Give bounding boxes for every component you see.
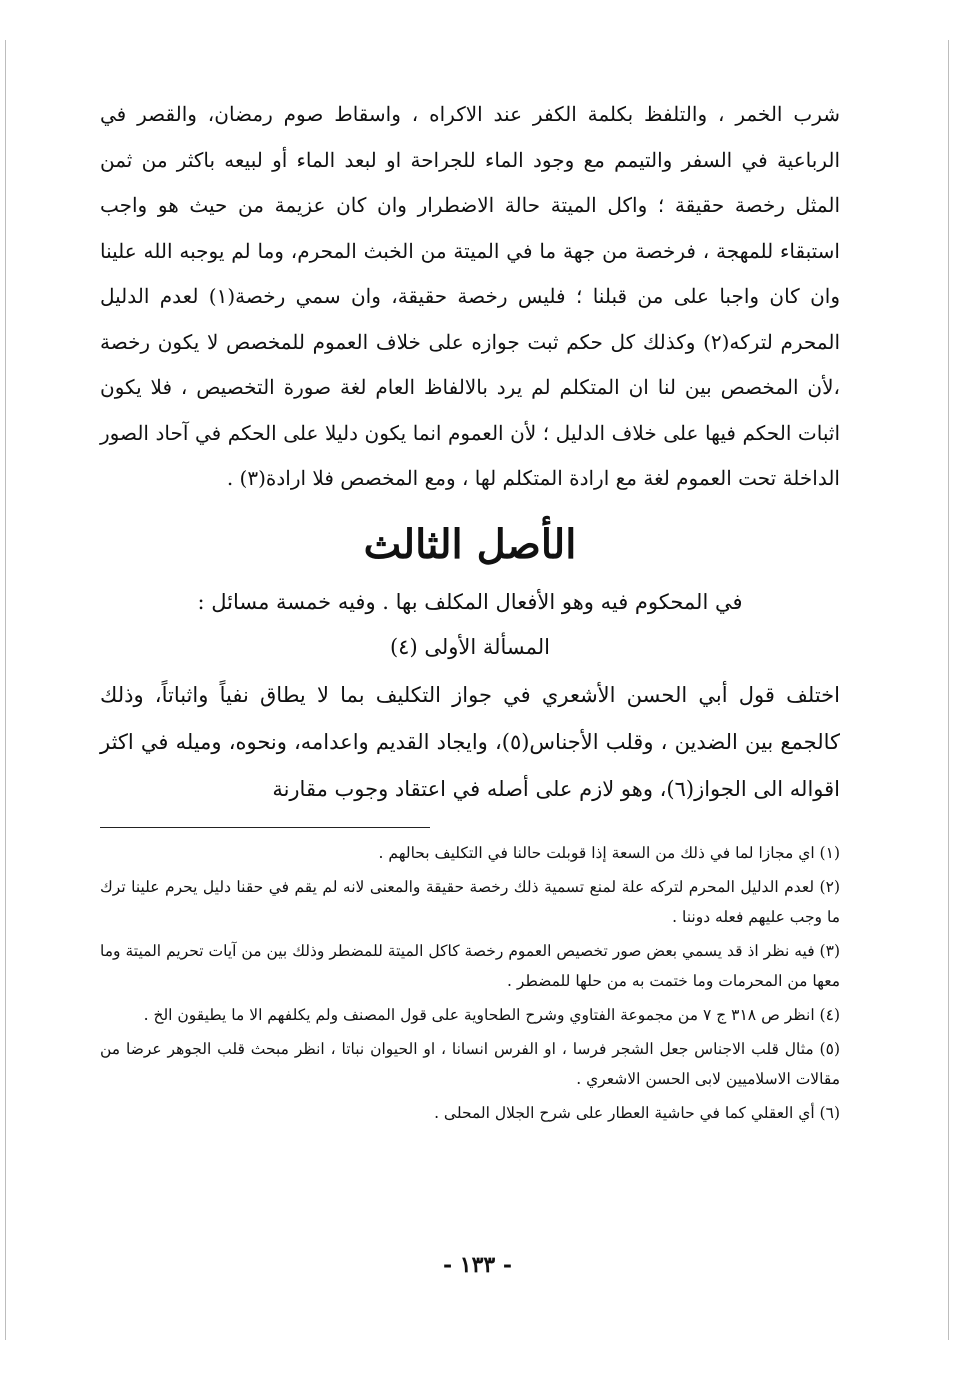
page-content [100, 92, 840, 1132]
footnote-4: (٤) انظر ص ٣١٨ ج ٧ من مجموعة الفتاوي وشرح الطحاوية على قول المصنف ولم يكلفهم الا ما يطيقون الخ . [143, 1005, 840, 1024]
body-paragraph-first: شرب الخمر ، والتلفظ بكلمة الكفر عند الاكراه ، واسقاط صوم رمضان، والقصر في الرباعية في السفر والتيمم مع وجود الماء للجراحة او لبعد الماء أو لبيعه باكثر من ثمن المثل رخصة حقيقة ؛ واكل الميتة حالة الاضطرار وان كان عزيمة من حيث هو واجب استبقاء للمهجة ، فرخصة من جهة ما في الميتة من الخبث المحرم، وما لم يوجبه الله علينا وان كان واجبا على من قبلنا ؛ فليس رخصة حقيقة، وان سمي رخصة(١) لعدم الدليل المحرم لتركه(٢) وكذلك كل حكم ثبت جوازه على خلاف العموم للمخصص لا يكون رخصة ،لأن المخصص بين لنا ان المتكلم لم يرد بالالفاظ العام لغة صورة التخصيص ، فلا يكون اثبات الحكم فيها على خلاف الدليل ؛ لأن العموم انما يكون دليلا على الحكم في آحاد الصور الداخلة تحت العموم لغة مع ارادة المتكلم لها ، ومع المخصص فلا ارادة(٣) . [100, 102, 840, 490]
body-paragraph-second: اختلف قول أبي الحسن الأشعري في جواز التكليف بما لا يطاق نفياً واثباتاً، وذلك كالجمع بين الضدين ، وقلب الأجناس(٥)، وايجاد القديم واعدامه، ونحوه، وميله في اكثر اقواله الى الجواز(٦)، وهو لازم على أصله في اعتقاد وجوب مقارنة [100, 682, 841, 801]
section-subheading: في المحكوم فيه وهو الأفعال المكلف بها . وفيه خمسة مسائل : [197, 589, 743, 614]
issue-title: المسألة الأولى (٤) [389, 634, 551, 659]
section-heading: الأصل الثالث [363, 520, 577, 568]
right-margin-line [948, 40, 949, 1340]
footnotes [100, 838, 840, 1128]
footnote-divider [100, 827, 430, 828]
footnote-2: (٢) لعدم الدليل المحرم لتركه علة لمنع تسمية ذلك رخصة حقيقة والمعنى لانه لم يقم في حقنا دليل يحرم علينا ترك ما وجب عليهم فعله دوننا . [100, 877, 840, 926]
footnote-5: (٥) مثال قلب الاجناس جعل الشجر فرسا ، او الفرس انسانا ، او الحيوان نباتا ، انظر مبحث قلب الجوهر عرضا من مقالات الاسلاميين لابى الحسن الاشعري . [100, 1039, 840, 1088]
footnote-6: (٦) أي العقلي كما في حاشية العطار على شرح الجلال المحلى . [434, 1103, 840, 1122]
footnote-1: (١) اي مجازا لما في ذلك من السعة إذا قوبلت حالنا في التكليف بحالهم . [378, 843, 840, 862]
left-margin-line [5, 40, 6, 1340]
page-number: - ١٣٣ - [442, 1252, 513, 1278]
footnote-3: (٣) فيه نظر اذ قد يسمي بعض صور تخصيص العموم رخصة كاكل الميتة للمضطر وذلك بين من آيات تحريم الميتة وما معها من المحرمات وما ختمت به من حلها للمضطر . [100, 941, 840, 990]
